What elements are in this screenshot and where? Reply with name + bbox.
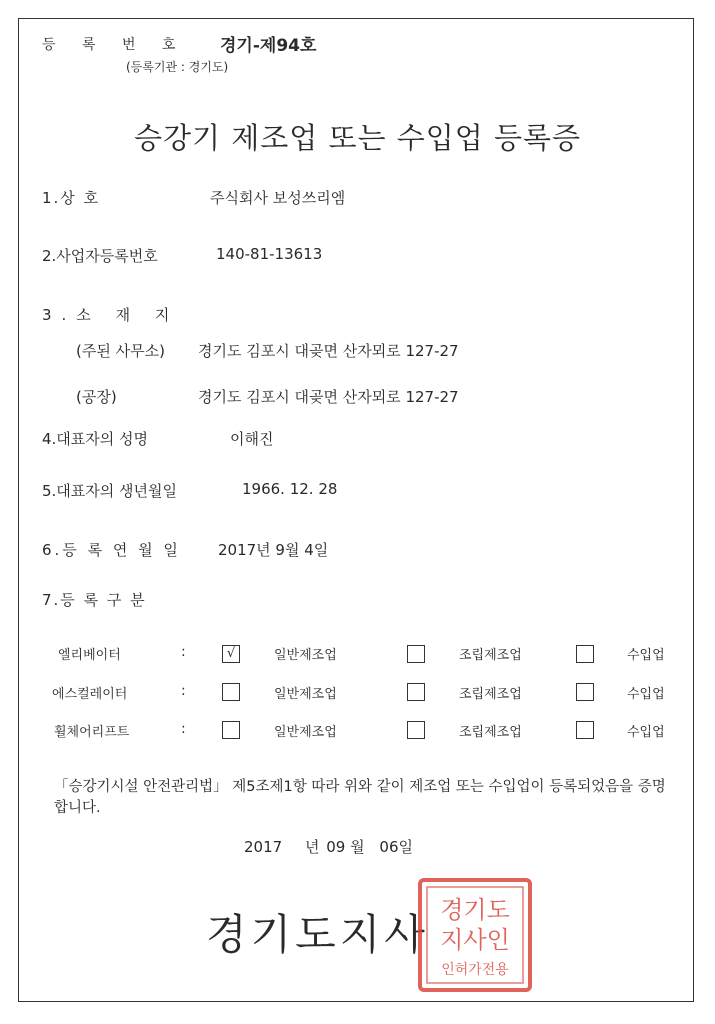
document-title: 승강기 제조업 또는 수입업 등록증 bbox=[133, 121, 582, 155]
factory-value: 경기도 김포시 대곶면 산자뫼로 127-27 bbox=[198, 388, 459, 406]
office-value: 경기도 김포시 대곶면 산자뫼로 127-27 bbox=[198, 342, 459, 360]
issue-day-unit: 일 bbox=[398, 838, 413, 856]
issue-month: 09 bbox=[326, 838, 346, 856]
assembly-label: 조립제조업 bbox=[459, 687, 522, 702]
import-checkbox[interactable] bbox=[576, 645, 594, 663]
import-checkbox[interactable] bbox=[576, 721, 594, 739]
general-checkbox[interactable] bbox=[222, 683, 240, 701]
rep-name-label: 4.대표자의 성명 bbox=[42, 430, 149, 448]
category-colon: : bbox=[181, 644, 186, 660]
rep-birth-value: 1966. 12. 28 bbox=[242, 480, 338, 498]
issuer-name: 경기도지사 bbox=[206, 910, 429, 959]
import-label: 수입업 bbox=[627, 648, 665, 663]
assembly-checkbox[interactable] bbox=[407, 645, 425, 663]
bizno-value: 140-81-13613 bbox=[216, 245, 323, 263]
issue-year: 2017 bbox=[244, 838, 283, 856]
reg-number-value: 경기-제94호 bbox=[220, 36, 317, 56]
category-label: 7.등 록 구 분 bbox=[42, 591, 147, 609]
category-colon: : bbox=[181, 721, 186, 737]
rep-name-value: 이해진 bbox=[230, 430, 274, 448]
official-seal-icon bbox=[416, 876, 534, 994]
general-label: 일반제조업 bbox=[274, 725, 337, 740]
general-checkbox[interactable] bbox=[222, 721, 240, 739]
location-label: 3.소 재 지 bbox=[42, 306, 180, 324]
import-label: 수입업 bbox=[627, 725, 665, 740]
office-label: (주된 사무소) bbox=[76, 342, 165, 360]
rep-birth-label: 5.대표자의 생년월일 bbox=[42, 482, 178, 500]
seal-bottom: 인허가전용 bbox=[441, 962, 509, 978]
import-checkbox[interactable] bbox=[576, 683, 594, 701]
company-label: 1.상 호 bbox=[42, 189, 101, 207]
category-row-name: 휠체어리프트 bbox=[54, 725, 130, 740]
general-label: 일반제조업 bbox=[274, 648, 337, 663]
general-label: 일반제조업 bbox=[274, 687, 337, 702]
import-label: 수입업 bbox=[627, 687, 665, 702]
assembly-checkbox[interactable] bbox=[407, 721, 425, 739]
category-row-name: 엘리베이터 bbox=[58, 648, 121, 663]
assembly-label: 조립제조업 bbox=[459, 725, 522, 740]
category-row-name: 에스컬레이터 bbox=[52, 687, 128, 702]
assembly-checkbox[interactable] bbox=[407, 683, 425, 701]
company-value: 주식회사 보성쓰리엠 bbox=[210, 189, 346, 207]
category-colon: : bbox=[181, 683, 186, 699]
reg-agency: (등록기관 : 경기도) bbox=[126, 60, 229, 74]
reg-date-label: 6.등 록 연 월 일 bbox=[42, 541, 181, 559]
bizno-label: 2.사업자등록번호 bbox=[42, 247, 158, 265]
reg-date-value: 2017년 9월 4일 bbox=[218, 541, 329, 559]
issue-date bbox=[244, 836, 413, 857]
certification-text: 「승강기시설 안전관리법」 제5조제1항 따라 위와 같이 제조업 또는 수입업이 등록되었음을 증명합니다. bbox=[54, 779, 666, 816]
issue-year-unit: 년 bbox=[304, 838, 320, 856]
seal-line-1: 경기도 bbox=[440, 896, 510, 924]
reg-number-label: 등 록 번 호 bbox=[42, 37, 187, 53]
issue-month-unit: 월 bbox=[350, 838, 365, 856]
factory-label: (공장) bbox=[76, 388, 117, 406]
seal-line-2: 지사인 bbox=[440, 926, 510, 954]
general-checkbox[interactable]: √ bbox=[222, 645, 240, 663]
issue-day: 06 bbox=[379, 838, 399, 856]
assembly-label: 조립제조업 bbox=[459, 648, 522, 663]
